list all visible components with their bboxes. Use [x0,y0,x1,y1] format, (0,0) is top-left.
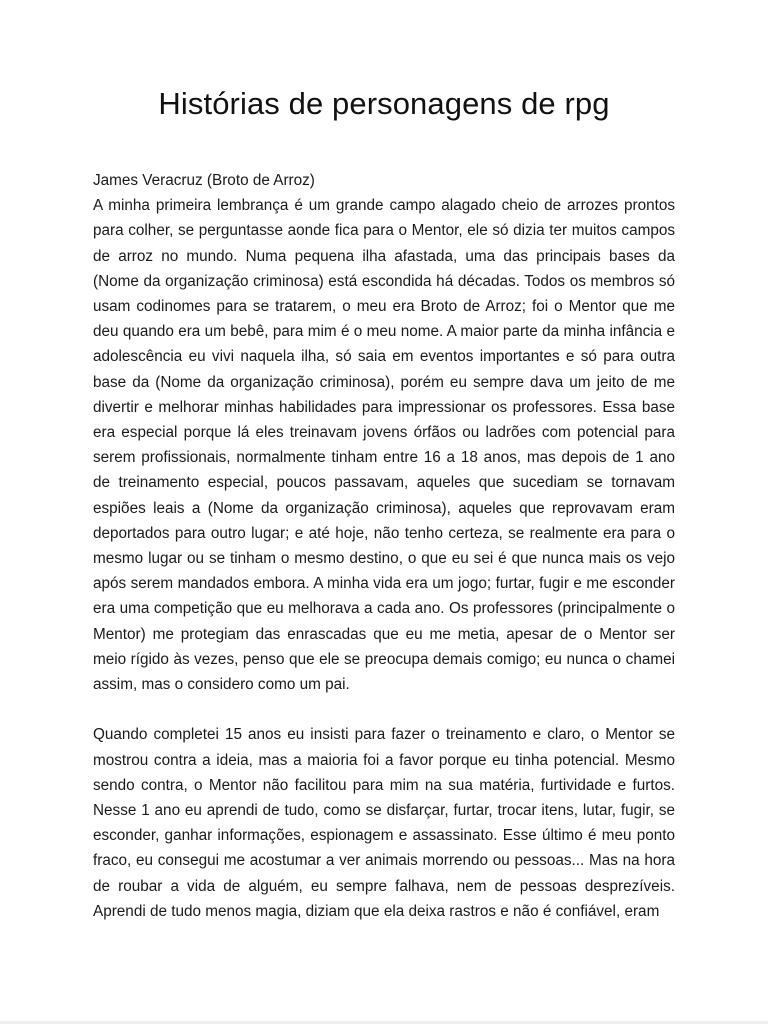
paragraph: Quando completei 15 anos eu insisti para fazer o treinamento e claro, o Mentor se mostrou contra a ideia, mas a maioria foi a favor porque eu tinha potencial. Mesmo sendo contra, o Mentor não facilitou para mim na sua matéria, furtividade e furtos. Nesse 1 ano eu aprendi de tudo, como se disfarçar, furtar, trocar itens, lutar, fugir, se esconder, ganhar informações, espionagem e assassinato. Esse último é meu ponto fraco, eu consegui me acostumar a ver animais morrendo ou pessoas... Mas na hora de roubar a vida de alguém, eu sempre falhava, nem de pessoas desprezíveis. Aprendi de tudo menos magia, diziam que ela deixa rastros e não é confiável, eram [93,726,675,920]
character-name-heading: James Veracruz (Broto de Arroz) [93,172,315,189]
document-title: Histórias de personagens de rpg [158,86,610,121]
paragraph: A minha primeira lembrança é um grande campo alagado cheio de arrozes prontos para colher, se perguntasse aonde fica para o Mentor, ele só dizia ter muitos campos de arroz no mundo. Numa pequena ilha afastada, uma das principais bases da (Nome da organização criminosa) está escondida há décadas. Todos os membros só usam codinomes para se tratarem, o meu era Broto de Arroz; foi o Mentor que me deu quando era um bebê, para mim é o meu nome. A maior parte da minha infância e adolescência eu vivi naquela ilha, só saia em eventos importantes e só para outra base da (Nome da organização criminosa), porém eu sempre dava um jeito de me divertir e melhorar minhas habilidades para impressionar os professores. Essa base era especial porque lá eles treinavam jovens órfãos ou ladrões com potencial para serem profissionais, normalmente tinham entre 16 a 18 anos, mas depois de 1 ano de treinamento especial, poucos passavam, aqueles que sucediam se tornavam espiões leais a (Nome da organização criminosa), aqueles que reprovavam eram deportados para outro lugar; e até hoje, não tenho certeza, se realmente era para o mesmo lugar ou se tinham o mesmo destino, o que eu sei é que nunca mais os vejo após serem mandados embora. A minha vida era um jogo; furtar, fugir e me esconder era uma competição que eu melhorava a cada ano. Os professores (principalmente o Mentor) me protegiam das enrascadas que eu me metia, apesar de o Mentor ser meio rígido às vezes, penso que ele se preocupa demais comigo; eu nunca o chamei assim, mas o considero como um pai. [93,197,675,694]
document-body [93,168,675,924]
